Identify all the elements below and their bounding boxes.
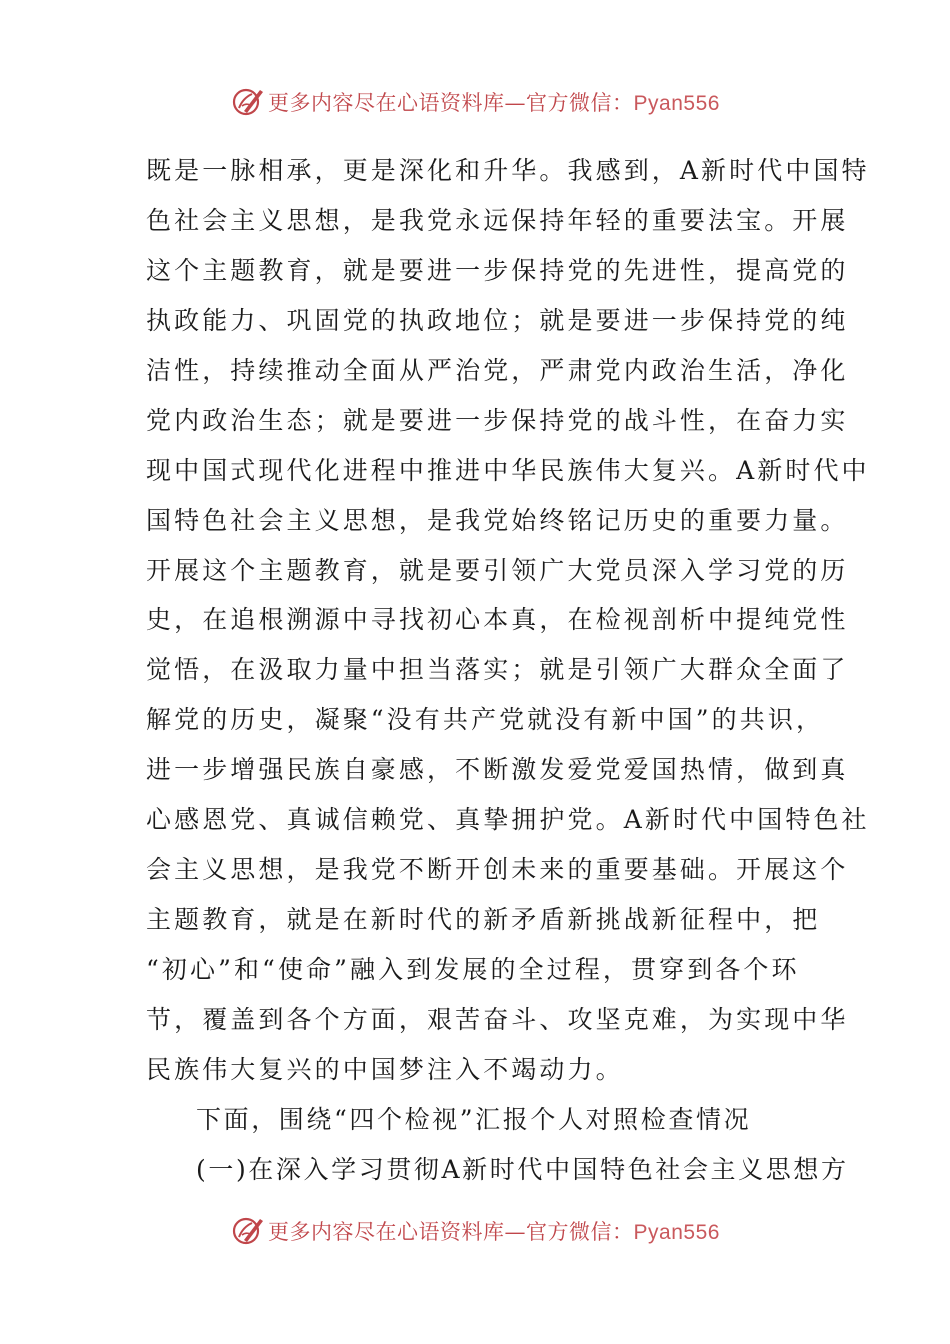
text-line: 开展这个主题教育，就是要引领广大党员深入学习党的历	[146, 555, 849, 585]
banner-wechat-handle: Pyan556	[633, 1221, 720, 1244]
pen-logo-icon	[230, 1213, 266, 1249]
footer-watermark-banner	[0, 1211, 950, 1251]
text-line: 史，在追根溯源中寻找初心本真，在检视剖析中提纯党性	[146, 605, 849, 635]
text-line: 节，覆盖到各个方面，艰苦奋斗、攻坚克难，为实现中华	[146, 1004, 849, 1034]
section-heading-line: (一)在深入学习贯彻A新时代中国特色社会主义思想方	[196, 1154, 849, 1184]
text-line: 执政能力、巩固党的执政地位；就是要进一步保持党的纯	[146, 305, 849, 335]
text-line: 既是一脉相承，更是深化和升华。我感到，A新时代中国特	[146, 156, 870, 185]
text-line: 国特色社会主义思想，是我党始终铭记历史的重要力量。	[146, 505, 849, 535]
paragraph-intro-line: 下面，围绕“四个检视”汇报个人对照检查情况	[196, 1104, 752, 1134]
text-line: 洁性，持续推动全面从严治党，严肃党内政治生活，净化	[146, 355, 849, 385]
banner-text: 更多内容尽在心语资料库—官方微信：	[268, 1220, 634, 1244]
text-line: 心感恩党、真诚信赖党、真挚拥护党。A新时代中国特色社	[146, 805, 870, 835]
text-line: 这个主题教育，就是要进一步保持党的先进性，提高党的	[146, 255, 849, 285]
banner-text: 更多内容尽在心语资料库—官方微信：	[268, 91, 634, 115]
text-line: “初心”和“使命”融入到发展的全过程，贯穿到各个环	[146, 955, 800, 984]
text-line: 会主义思想，是我党不断开创未来的重要基础。开展这个	[146, 855, 849, 885]
text-line: 色社会主义思想，是我党永远保持年轻的重要法宝。开展	[146, 205, 849, 235]
text-line: 主题教育，就是在新时代的新矛盾新挑战新征程中，把	[146, 905, 821, 935]
text-line: 现中国式现代化进程中推进中华民族伟大复兴。A新时代中	[146, 455, 870, 485]
text-line: 觉悟，在汲取力量中担当落实；就是引领广大群众全面了	[146, 655, 849, 685]
document-body	[146, 146, 870, 1195]
pen-logo-icon	[230, 84, 266, 120]
text-line: 党内政治生态；就是要进一步保持党的战斗性，在奋力实	[146, 405, 849, 435]
text-line: 解党的历史，凝聚“没有共产党就没有新中国”的共识，	[146, 705, 825, 735]
text-line: 进一步增强民族自豪感，不断激发爱党爱国热情，做到真	[146, 755, 849, 785]
banner-wechat-handle: Pyan556	[633, 92, 720, 115]
header-watermark-banner	[0, 82, 950, 122]
text-line: 民族伟大复兴的中国梦注入不竭动力。	[146, 1054, 624, 1084]
